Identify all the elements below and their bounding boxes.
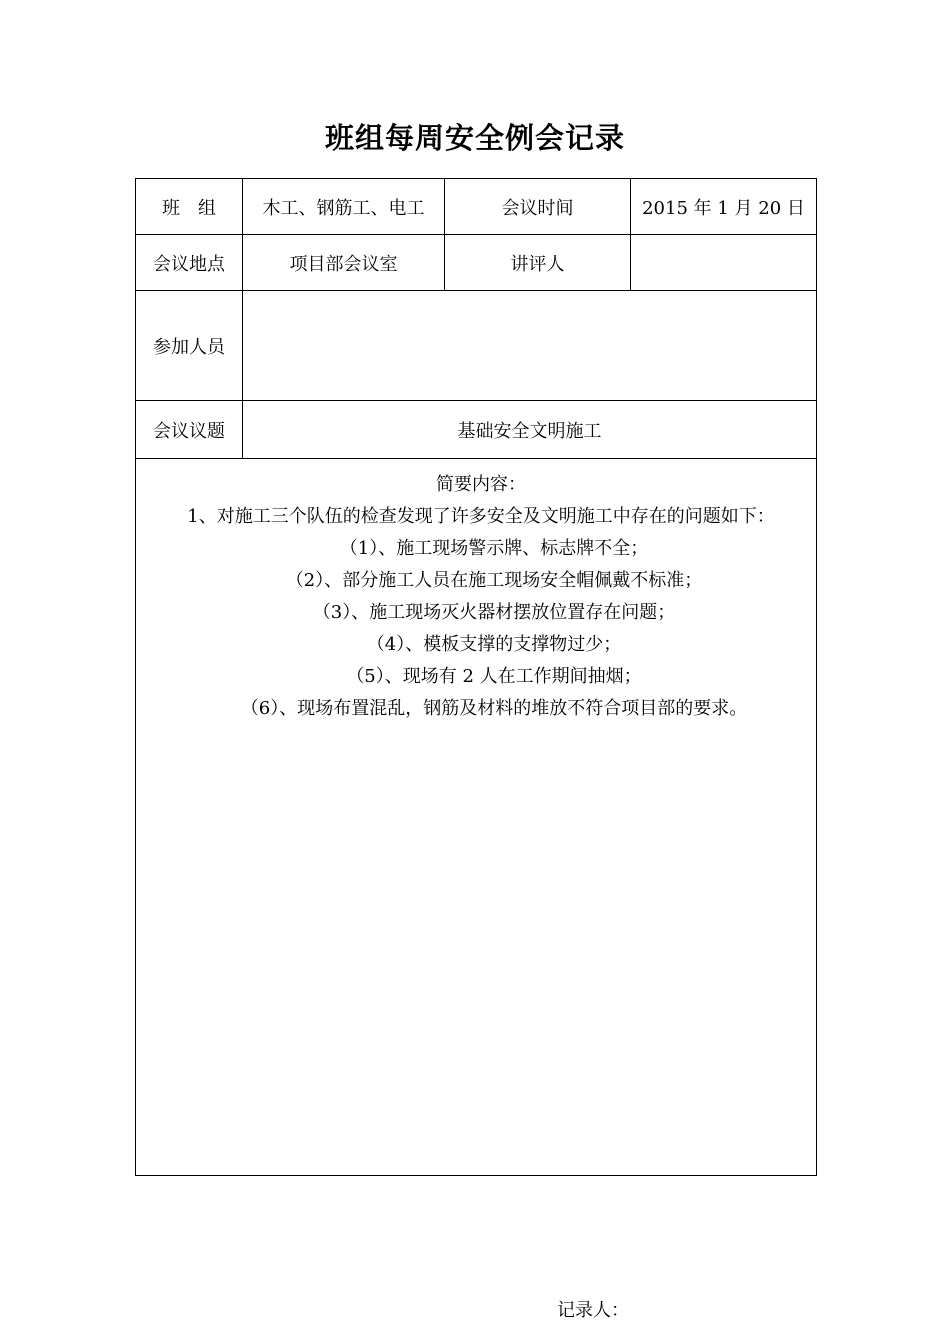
content-subitem: （5）、现场有 2 人在工作期间抽烟； (346, 666, 642, 687)
meeting-record-table (135, 178, 817, 1321)
content-subitem: （1）、施工现场警示牌、标志牌不全； (339, 538, 649, 559)
attendees-label: 参加人员 (136, 291, 243, 401)
reviewer-value (631, 235, 817, 291)
recorder-label: 记录人： (557, 1300, 629, 1321)
topic-label: 会议议题 (136, 401, 243, 459)
topic-value: 基础安全文明施工 (243, 401, 817, 459)
content-subitem: （2）、部分施工人员在施工现场安全帽佩戴不标准； (285, 570, 703, 591)
content-subitem: （6）、现场布置混乱，钢筋及材料的堆放不符合项目部的要求。 (240, 698, 748, 719)
content-body (136, 459, 816, 1321)
table-row (136, 179, 817, 235)
content-item-1: 1、对施工三个队伍的检查发现了许多安全及文明施工中存在的问题如下： (187, 506, 775, 527)
content-subitem: （3）、施工现场灭火器材摆放位置存在问题； (312, 602, 676, 623)
team-value: 木工、钢筋工、电工 (243, 179, 445, 235)
time-label: 会议时间 (445, 179, 631, 235)
attendees-value (243, 291, 817, 401)
content-subitem: （4）、模板支撑的支撑物过少； (366, 634, 622, 655)
team-label: 班 组 (136, 179, 243, 235)
reviewer-label: 讲评人 (445, 235, 631, 291)
time-value: 2015 年 1 月 20 日 (631, 179, 817, 235)
content-cell (136, 459, 817, 1321)
content-heading: 简要内容： (436, 474, 526, 495)
table-row (136, 291, 817, 401)
location-value: 项目部会议室 (243, 235, 445, 291)
table-row (136, 235, 817, 291)
table-row (136, 401, 817, 459)
location-label: 会议地点 (136, 235, 243, 291)
page-title: 班组每周安全例会记录 (324, 121, 625, 155)
table-row (136, 459, 817, 1176)
